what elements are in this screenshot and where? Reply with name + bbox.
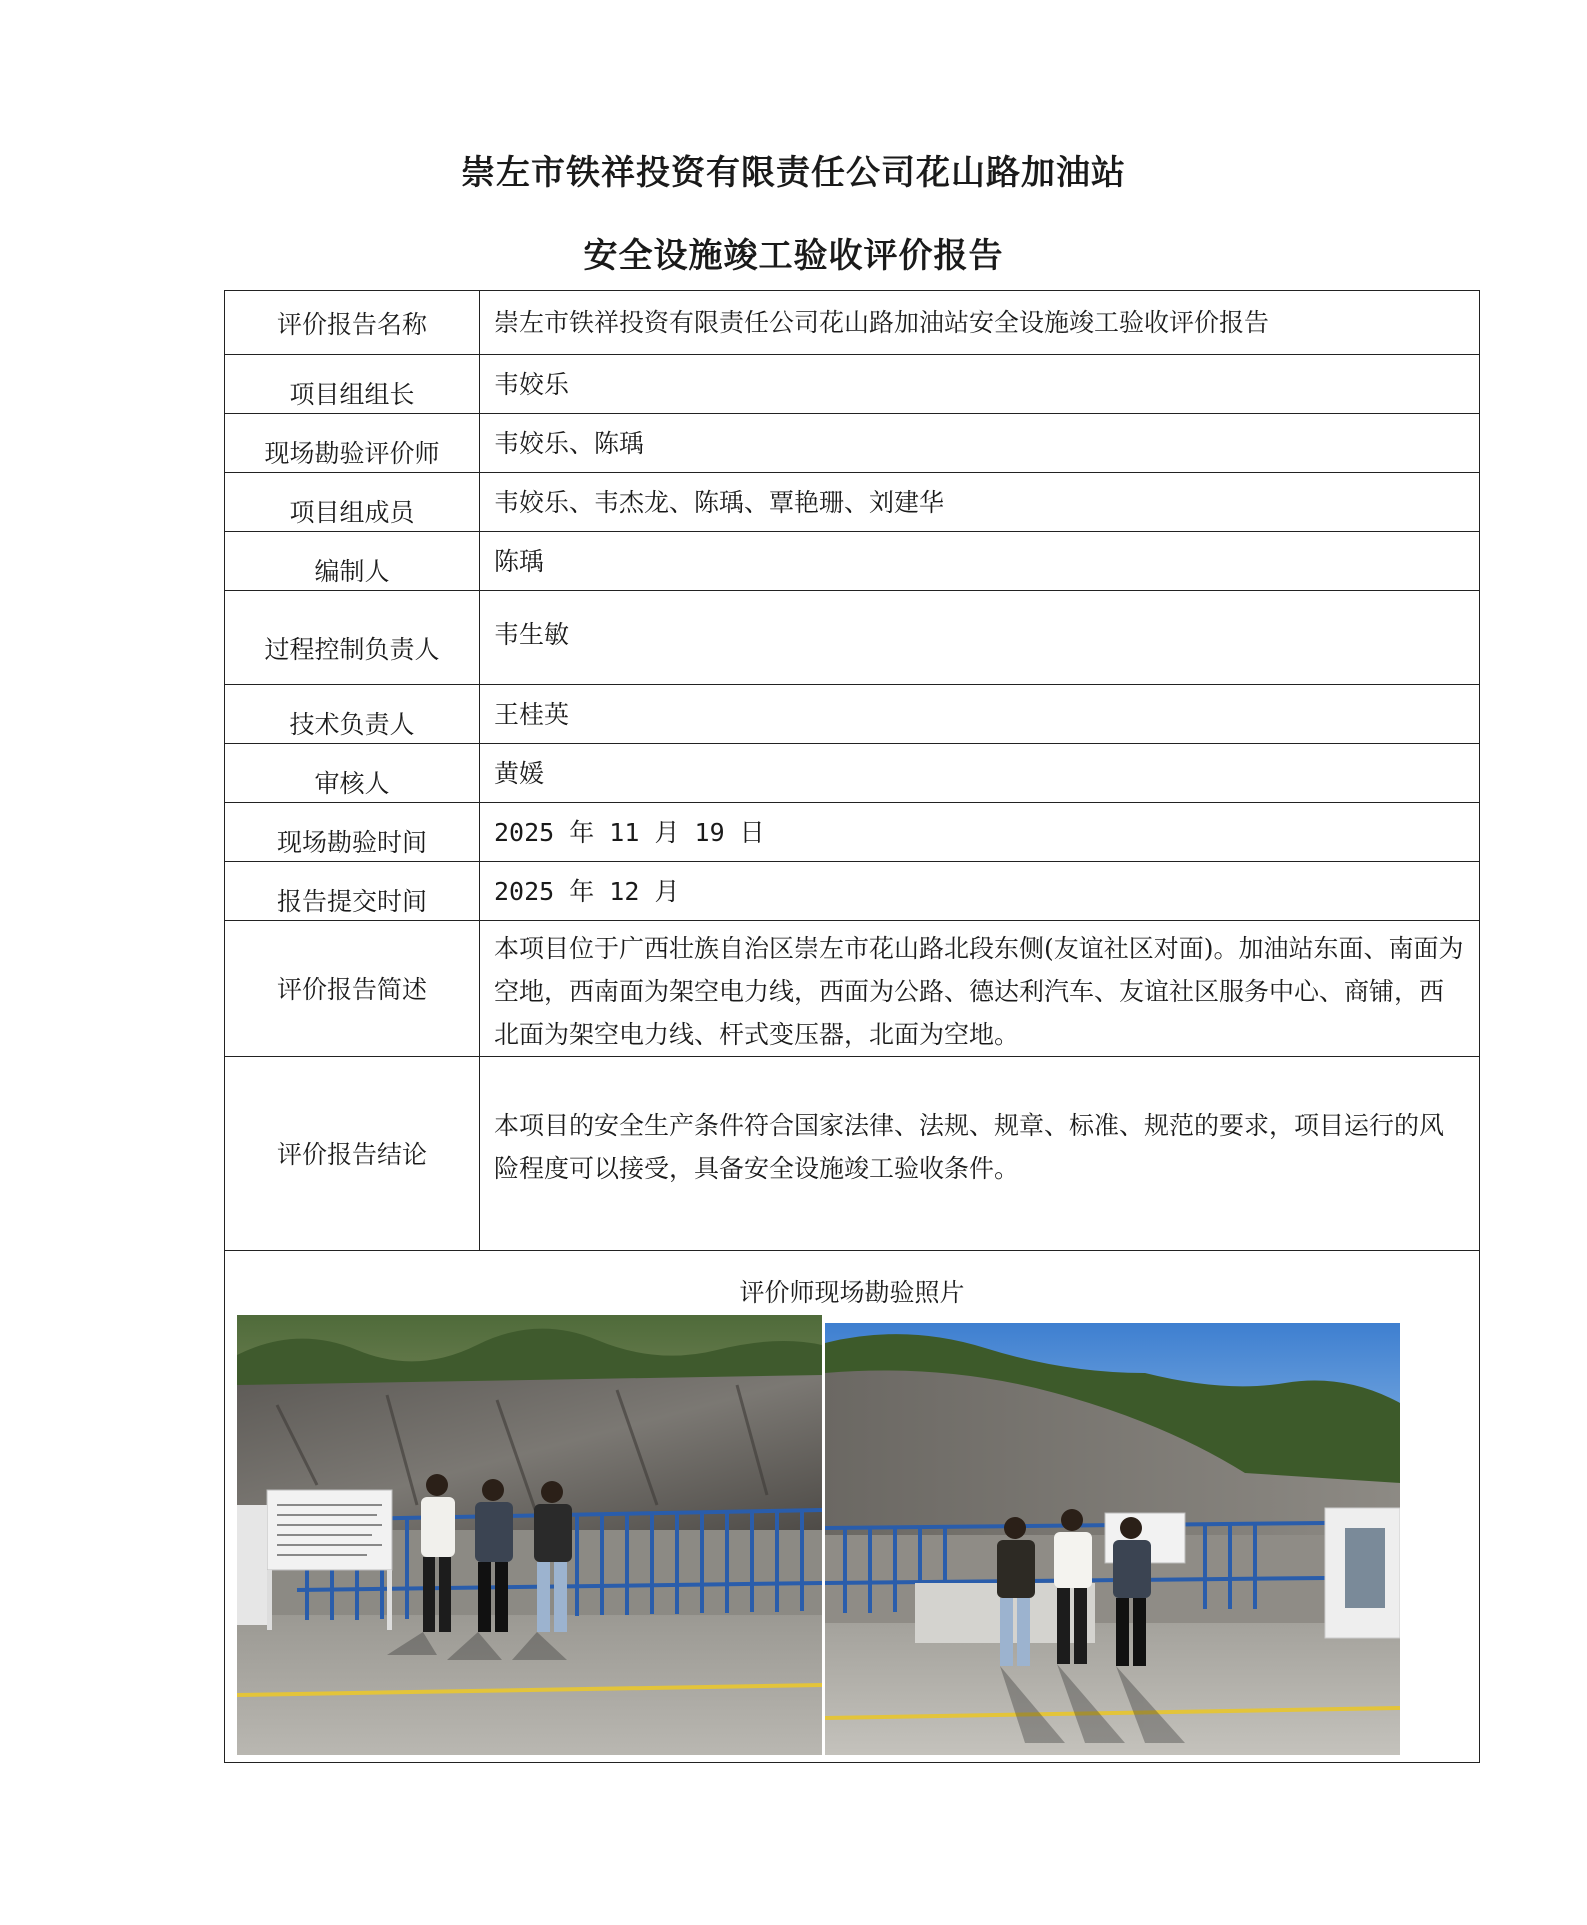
row-label: 技术负责人 [225,685,480,744]
row-label: 现场勘验时间 [225,803,480,862]
row-label: 编制人 [225,532,480,591]
row-value: 崇左市铁祥投资有限责任公司花山路加油站安全设施竣工验收评价报告 [480,291,1480,355]
row-value: 王桂英 [480,685,1480,744]
table-row [225,291,1480,355]
row-value: 2025 年 11 月 19 日 [480,803,1480,862]
table-row [225,744,1480,803]
row-label: 评价报告结论 [225,1057,480,1251]
site-photo-1 [237,1315,822,1755]
row-value: 韦姣乐、陈瑀 [480,414,1480,473]
row-label: 报告提交时间 [225,862,480,921]
table-row [225,532,1480,591]
report-info-table [224,290,1480,1763]
row-value: 陈瑀 [480,532,1480,591]
site-photo-2 [825,1323,1400,1755]
document-title-line1: 崇左市铁祥投资有限责任公司花山路加油站 [461,153,1126,193]
row-label: 过程控制负责人 [225,591,480,685]
row-value: 本项目的安全生产条件符合国家法律、法规、规章、标准、规范的要求，项目运行的风险程度可以接受，具备安全设施竣工验收条件。 [480,1057,1480,1251]
table-row [225,591,1480,685]
photos-caption: 评价师现场勘验照片 [739,1278,965,1307]
row-value: 黄媛 [480,744,1480,803]
row-value: 韦姣乐 [480,355,1480,414]
photos-cell [225,1251,1480,1763]
row-label: 评价报告简述 [225,921,480,1057]
table-row [225,355,1480,414]
row-label: 项目组组长 [225,355,480,414]
photos-area [225,1313,1479,1693]
table-row [225,414,1480,473]
table-row [225,803,1480,862]
row-label: 审核人 [225,744,480,803]
row-label: 评价报告名称 [225,291,480,355]
table-row [225,1057,1480,1251]
row-value: 韦姣乐、韦杰龙、陈瑀、覃艳珊、刘建华 [480,473,1480,532]
row-value: 本项目位于广西壮族自治区崇左市花山路北段东侧(友谊社区对面)。加油站东面、南面为空地，西南面为架空电力线，西面为公路、德达利汽车、友谊社区服务中心、商铺，西北面为架空电力线、杆式变压器，北面为空地。 [480,921,1480,1057]
table-row [225,1251,1480,1763]
table-row [225,862,1480,921]
row-label: 现场勘验评价师 [225,414,480,473]
table-row [225,685,1480,744]
table-row [225,473,1480,532]
row-value: 2025 年 12 月 [480,862,1480,921]
row-label: 项目组成员 [225,473,480,532]
row-value: 韦生敏 [480,591,1480,685]
document-title-line2: 安全设施竣工验收评价报告 [583,236,1004,276]
table-row [225,921,1480,1057]
